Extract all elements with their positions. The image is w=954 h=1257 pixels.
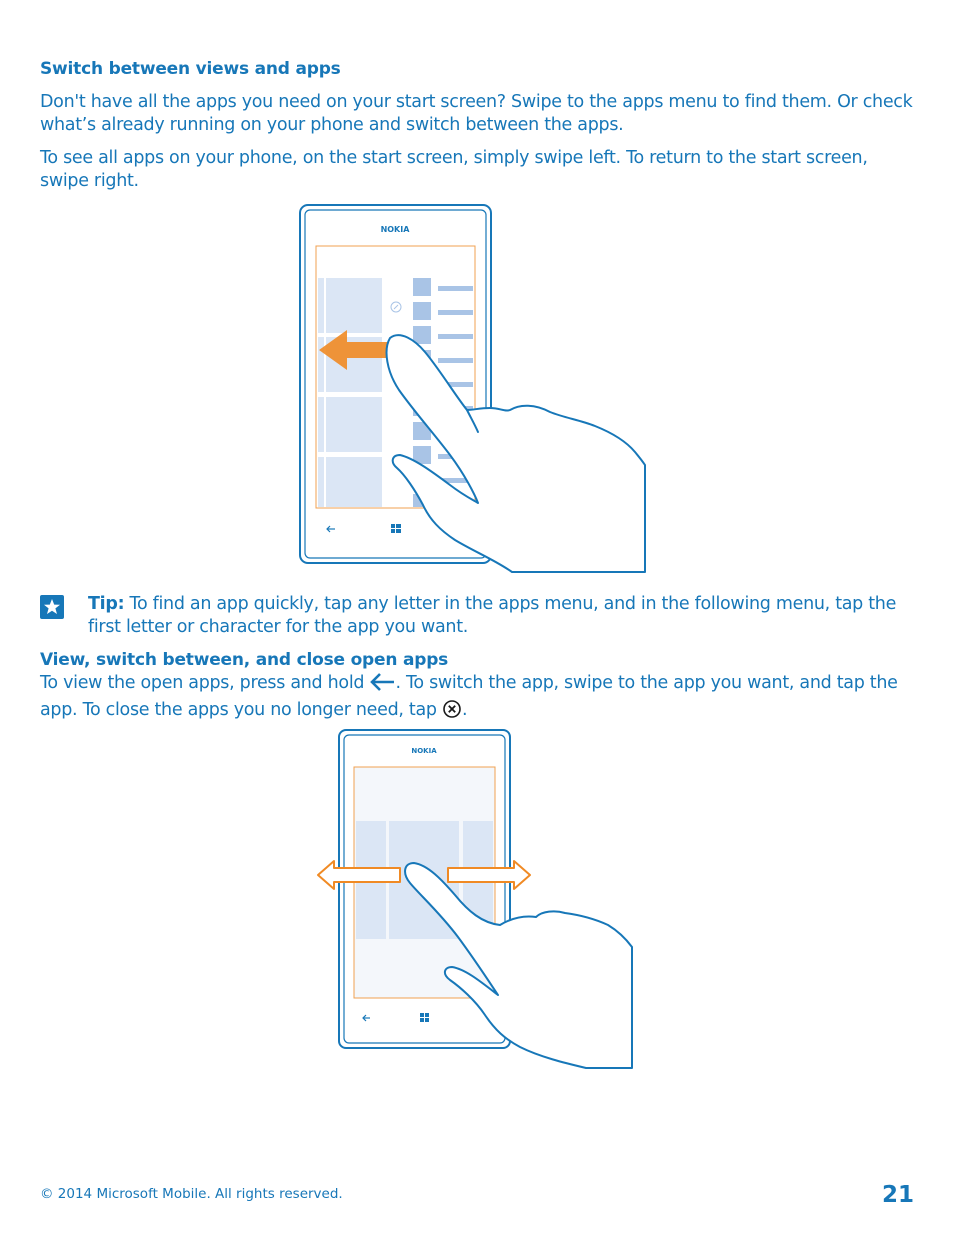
open-apps-text-a: To view the open apps, press and hold — [40, 673, 370, 693]
tip-text: To find an app quickly, tap any letter in the apps menu, and in the following menu, tap the first letter or character for the app you want. — [88, 594, 897, 637]
footer-copyright: © 2014 Microsoft Mobile. All rights reserved. — [40, 1186, 343, 1202]
close-circle-icon — [442, 699, 462, 726]
phone-brand-logo: NOKIA — [380, 225, 410, 234]
back-arrow-icon — [369, 672, 395, 699]
phone-illustration-open-apps — [310, 725, 640, 1075]
section-heading-open-apps: View, switch between, and close open apps — [40, 650, 449, 670]
phone-illustration-apps-menu — [295, 200, 655, 580]
tip-label: Tip: — [88, 594, 125, 614]
open-apps-paragraph — [40, 672, 920, 726]
phone-brand-logo: NOKIA — [411, 747, 437, 755]
tip-paragraph — [88, 593, 918, 639]
apps-menu-paragraph: To see all apps on your phone, on the start screen, simply swipe left. To return to the start screen, swipe right. — [40, 148, 868, 191]
open-apps-text-c: . — [461, 700, 468, 720]
section-heading-switch-views: Switch between views and apps — [40, 59, 341, 79]
page-number: 21 — [881, 1182, 914, 1208]
intro-paragraph: Don't have all the apps you need on your start screen? Swipe to the apps menu to find them. Or check what’s already running on your phone and switch between the apps. — [40, 92, 913, 135]
tip-star-icon — [40, 595, 64, 619]
open-apps-text-b: . To switch the app, swipe to the app you want, and tap the app. To close the apps you no longer need, tap — [40, 673, 898, 720]
